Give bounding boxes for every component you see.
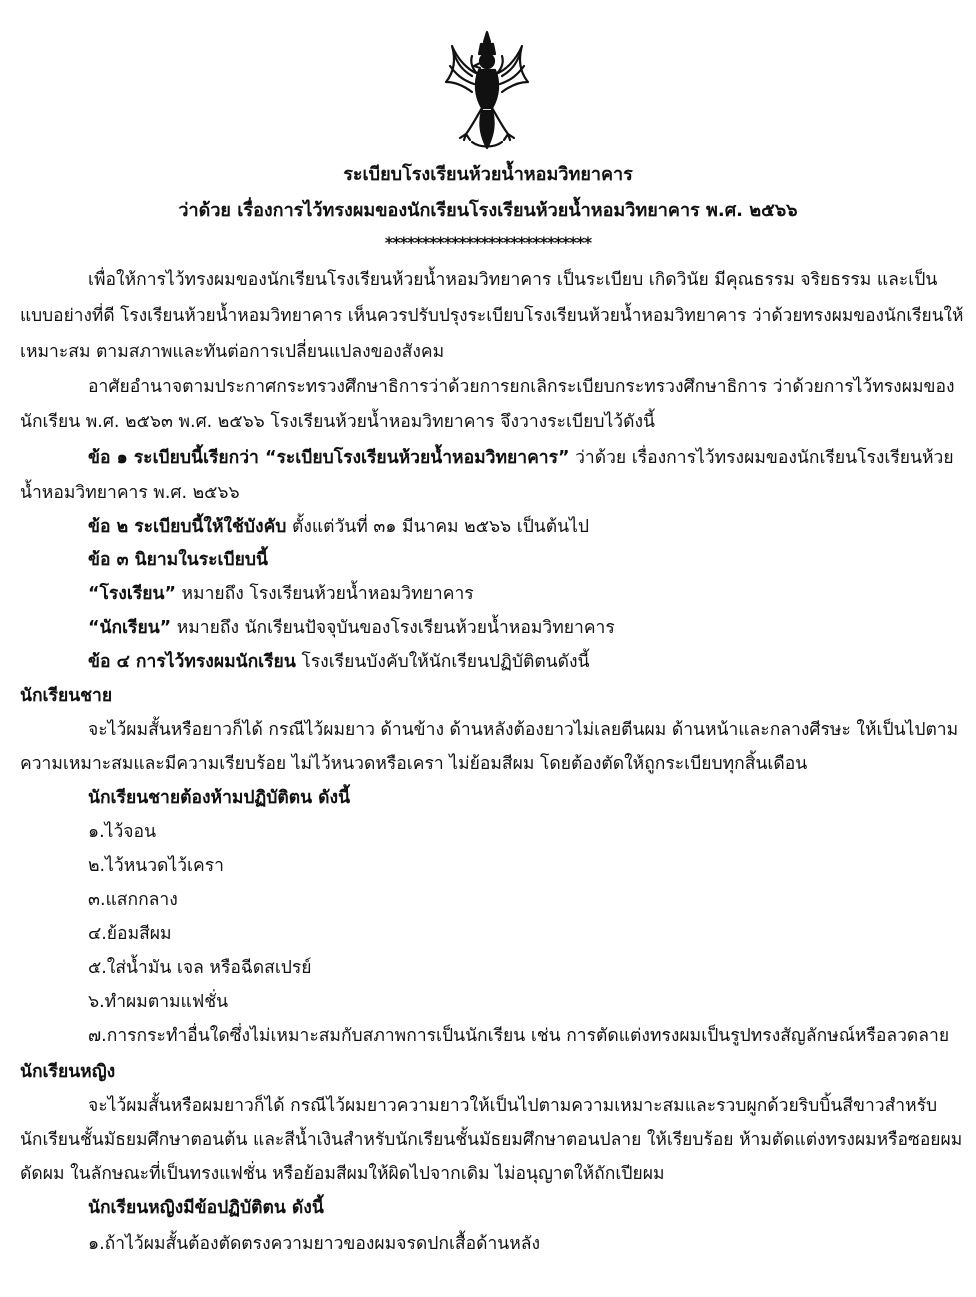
clause-4-heading: ข้อ ๔ การไว้ทรงผมนักเรียน bbox=[88, 652, 296, 672]
document-title: ระเบียบโรงเรียนห้วยน้ำหอมวิทยาคาร bbox=[343, 164, 633, 185]
definition-school-term: “โรงเรียน” bbox=[88, 584, 176, 604]
clause-4-text: โรงเรียนบังคับให้นักเรียนปฏิบัติตนดังนี้ bbox=[295, 652, 590, 672]
preamble-p1-line2: แบบอย่างที่ดี โรงเรียนห้วยน้ำหอมวิทยาคาร เห็นควรปรับปรุงระเบียบโรงเรียนห้วยน้ำหอมวิทยาคาร ว่าด้วยทรงผมของนักเรียนให้ bbox=[20, 306, 964, 326]
clause-1 bbox=[88, 446, 954, 470]
clause-1-line2: น้ำหอมวิทยาคาร พ.ศ. ๒๕๖๖ bbox=[20, 483, 240, 503]
clause-2-text: ตั้งแต่วันที่ ๓๑ มีนาคม ๒๕๖๖ เป็นต้นไป bbox=[286, 517, 590, 537]
preamble-p1-line3: เหมาะสม ตามสภาพและทันต่อการเปลี่ยนแปลงของสังคม bbox=[20, 342, 445, 362]
female-rule-line2: นักเรียนชั้นมัธยมศึกษาตอนต้น และสีน้ำเงินสำหรับนักเรียนชั้นมัธยมศึกษาตอนปลาย ให้เรียบร้อย ห้ามตัดแต่งทรงผมหรือซอยผม bbox=[20, 1130, 963, 1150]
female-rule-line3: ดัดผม ในลักษณะที่เป็นทรงแฟชั่น หรือย้อมสีผมให้ผิดไปจากเดิม ไม่อนุญาตให้ถักเปียผม bbox=[20, 1164, 665, 1184]
clause-2 bbox=[88, 515, 589, 539]
male-prohibit-item: ๔.ย้อมสีผม bbox=[88, 924, 172, 944]
clause-2-heading: ข้อ ๒ ระเบียบนี้ให้ใช้บังคับ bbox=[88, 517, 287, 537]
clause-1-heading: ข้อ ๑ ระเบียบนี้เรียกว่า “ระเบียบโรงเรียนห้วยน้ำหอมวิทยาคาร” bbox=[88, 448, 570, 468]
definition-student-text: หมายถึง นักเรียนปัจจุบันของโรงเรียนห้วยน้ำหอมวิทยาคาร bbox=[171, 618, 615, 638]
document-subtitle: ว่าด้วย เรื่องการไว้ทรงผมของนักเรียนโรงเรียนห้วยน้ำหอมวิทยาคาร พ.ศ. ๒๕๖๖ bbox=[178, 200, 798, 221]
preamble-p2-line2: นักเรียน พ.ศ. ๒๕๖๓ พ.ศ. ๒๕๖๖ โรงเรียนห้วยน้ำหอมวิทยาคาร จึงวางระเบียบไว้ดังนี้ bbox=[20, 412, 655, 432]
male-prohibit-item: ๑.ไว้จอน bbox=[88, 822, 157, 842]
definition-student-term: “นักเรียน” bbox=[88, 618, 172, 638]
female-rule-item: ๑.ถ้าไว้ผมสั้นต้องตัดตรงความยาวของผมจรดปกเสื้อด้านหลัง bbox=[88, 1234, 541, 1254]
male-prohibit-item: ๗.การกระทำอื่นใดซึ่งไม่เหมาะสมกับสภาพการเป็นนักเรียน เช่น การตัดแต่งทรงผมเป็นรูปทรงสัญลักษณ์หรือลวดลาย bbox=[88, 1026, 950, 1046]
definition-school bbox=[88, 582, 474, 606]
female-rule-line1: จะไว้ผมสั้นหรือผมยาวก็ได้ กรณีไว้ผมยาวความยาวให้เป็นไปตามความเหมาะสมและรวบผูกด้วยริบบิ้นสีขาวสำหรับ bbox=[88, 1096, 938, 1116]
female-rules-heading: นักเรียนหญิงมีข้อปฏิบัติตน ดังนี้ bbox=[88, 1198, 324, 1218]
preamble-p1-line1: เพื่อให้การไว้ทรงผมของนักเรียนโรงเรียนห้วยน้ำหอมวิทยาคาร เป็นระเบียบ เกิดวินัย มีคุณธรรม จริยธรรม และเป็น bbox=[88, 270, 938, 290]
male-prohibit-item: ๖.ทำผมตามแฟชั่น bbox=[88, 992, 229, 1012]
male-prohibit-item: ๓.แสกกลาง bbox=[88, 890, 178, 910]
definition-student bbox=[88, 616, 615, 640]
definition-school-text: หมายถึง โรงเรียนห้วยน้ำหอมวิทยาคาร bbox=[175, 584, 474, 604]
male-prohibit-heading: นักเรียนชายต้องห้ามปฏิบัติตน ดังนี้ bbox=[88, 788, 351, 808]
clause-4 bbox=[88, 650, 590, 674]
male-prohibit-item: ๒.ไว้หนวดไว้เครา bbox=[88, 856, 224, 876]
garuda-emblem-icon bbox=[442, 30, 532, 152]
male-rule-line1: จะไว้ผมสั้นหรือยาวก็ได้ กรณีไว้ผมยาว ด้านข้าง ด้านหลังต้องยาวไม่เลยตีนผม ด้านหน้าและกลางศีรษะ ให้เป็นไปตาม bbox=[88, 720, 959, 740]
male-rule-line2: ความเหมาะสมและมีความเรียบร้อย ไม่ไว้หนวดหรือเครา ไม่ย้อมสีผม โดยต้องตัดให้ถูกระเบียบทุกสิ้นเดือน bbox=[20, 754, 808, 774]
male-section-heading: นักเรียนชาย bbox=[20, 686, 113, 706]
male-prohibit-item: ๕.ใส่น้ำมัน เจล หรือฉีดสเปรย์ bbox=[88, 958, 312, 978]
preamble-p2-line1: อาศัยอำนาจตามประกาศกระทรวงศึกษาธิการว่าด้วยการยกเลิกระเบียบกระทรวงศึกษาธิการ ว่าด้วยการไว้ทรงผมของ bbox=[88, 377, 955, 397]
clause-1-text: ว่าด้วย เรื่องการไว้ทรงผมของนักเรียนโรงเรียนห้วย bbox=[569, 448, 954, 468]
female-section-heading: นักเรียนหญิง bbox=[20, 1062, 116, 1082]
title-separator: **************************** bbox=[384, 233, 592, 252]
clause-3-heading: ข้อ ๓ นิยามในระเบียบนี้ bbox=[88, 550, 268, 570]
